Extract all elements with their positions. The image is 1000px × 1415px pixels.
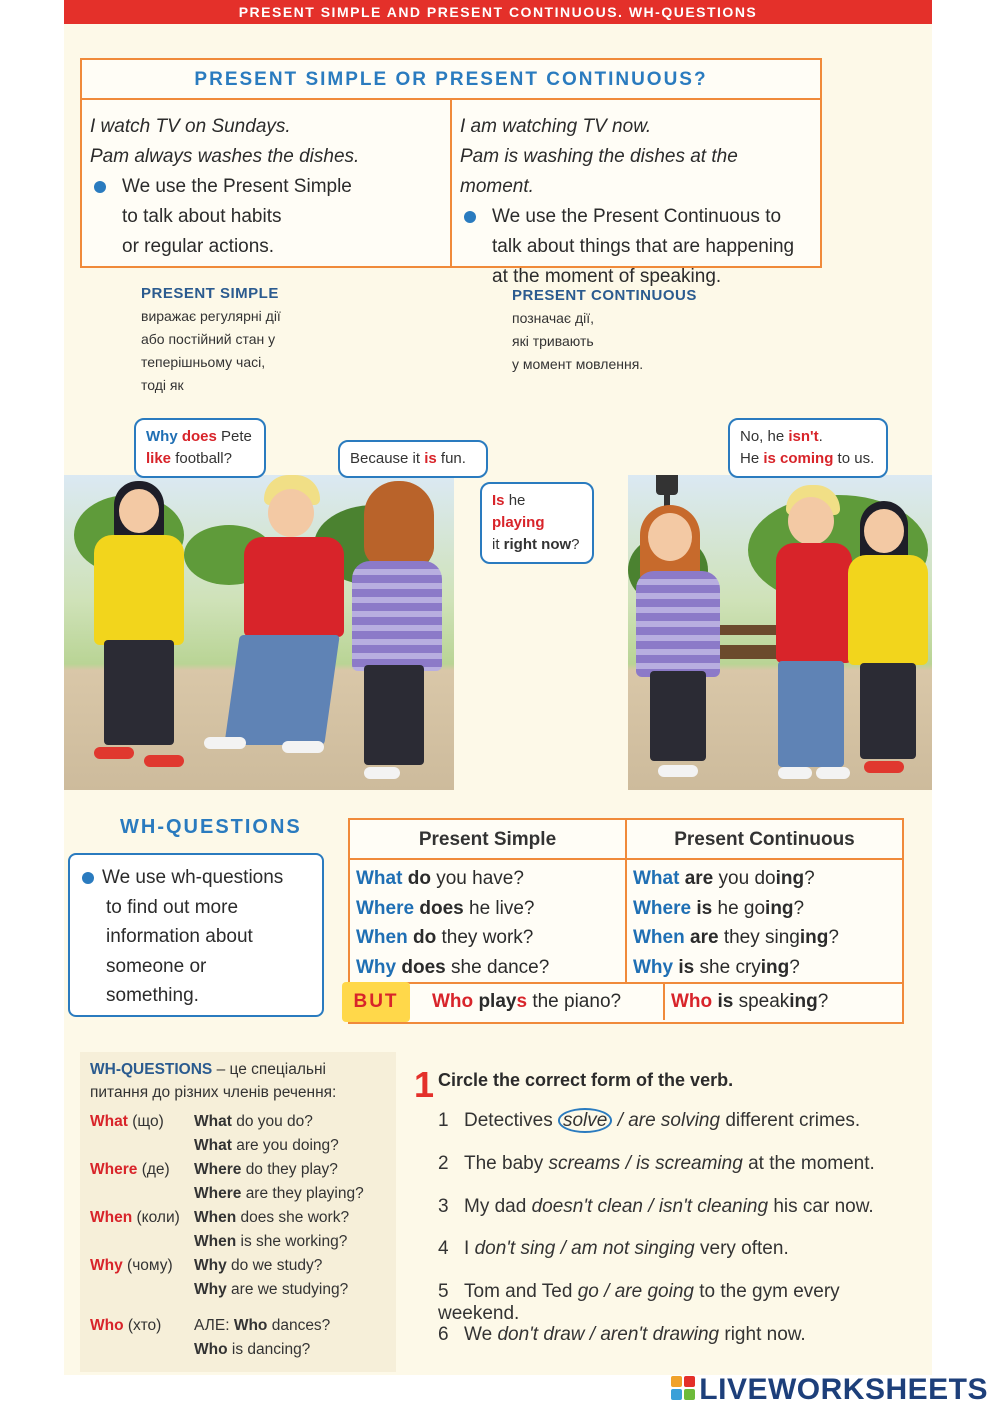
but-row-simple: BUT Who plays the piano? — [350, 984, 663, 1020]
wh-questions-table — [348, 818, 904, 1024]
table-row: Why does she dance? — [356, 956, 550, 978]
bullet-icon — [94, 181, 106, 193]
logo-icon — [671, 1376, 697, 1402]
exercise-item: 2 The baby screams / is screaming at the moment. — [438, 1153, 875, 1174]
wh-questions-rule-box: We use wh-questions to find out more information about someone or something. — [68, 853, 324, 1017]
simple-vs-continuous-box — [80, 58, 822, 287]
uk-note-present-continuous: PRESENT CONTINUOUS позначає дії, які тривають у момент мовлення. — [512, 287, 697, 372]
exercise-instruction: Circle the correct form of the verb. — [438, 1070, 734, 1090]
answer-option[interactable]: isn't cleaning — [658, 1196, 769, 1217]
rule-text: We use the Present Simple to talk about habits or regular actions. — [122, 176, 352, 257]
bullet-icon — [464, 211, 476, 223]
speech-bubble-question: Why does Pete like football? — [134, 418, 266, 478]
exercise-item: 5 Tom and Ted go / are going to the gym every weekend. — [438, 1281, 840, 1324]
park-illustration-left — [64, 475, 454, 790]
rule-text: We use the Present Continuous to talk about things that are happening at the moment of speaking. — [492, 206, 795, 287]
present-continuous-column — [450, 100, 820, 287]
list-item: When (коли) When does she work? When is she working? — [90, 1209, 350, 1250]
list-item: Who (хто) АЛЕ: Who dances? Who is dancing? — [90, 1317, 331, 1358]
list-item: Why (чому) Why do we study? Why are we studying? — [90, 1257, 349, 1298]
example-sentence: I am watching TV now. — [460, 116, 652, 137]
list-item: What (що) What do you do? What are you doing? — [90, 1113, 339, 1154]
table-row: Why is she crying? — [633, 956, 800, 978]
list-item: Where (де) Where do they play? Where are they playing? — [90, 1161, 364, 1202]
answer-option[interactable]: screams — [548, 1153, 621, 1174]
answer-option[interactable]: doesn't clean — [531, 1196, 643, 1217]
wh-questions-title: WH-QUESTIONS — [120, 816, 302, 838]
uk-note-present-simple: PRESENT SIMPLE виражає регулярні дії або постійний стан у теперішньому часі, тоді як — [141, 285, 281, 393]
answer-option[interactable]: is screaming — [636, 1153, 743, 1174]
park-illustration-right — [628, 475, 932, 790]
present-continuous-examples — [625, 860, 902, 982]
table-row: Where does he live? — [356, 897, 535, 919]
column-header: Present Continuous — [625, 820, 902, 858]
example-sentence: Pam always washes the dishes. — [90, 146, 360, 167]
but-badge: BUT — [342, 982, 410, 1022]
answer-option[interactable]: am not singing — [571, 1238, 695, 1259]
present-simple-column — [82, 100, 450, 266]
answer-option-selected[interactable]: solve — [558, 1108, 612, 1133]
speech-bubble-answer: Because it is fun. — [338, 440, 488, 478]
answer-option[interactable]: don't sing — [474, 1238, 556, 1259]
example-sentence: Pam is washing the dishes at the moment. — [460, 146, 738, 197]
table-row: What do you have? — [356, 868, 524, 889]
answer-option[interactable]: go — [577, 1281, 599, 1302]
table-row: When are they singing? — [633, 927, 839, 948]
example-sentence: I watch TV on Sundays. — [90, 116, 291, 137]
table-row: What are you doing? — [633, 868, 815, 889]
speech-bubble-answer: No, he isn't. He is coming to us. — [728, 418, 888, 478]
table-row: Where is he going? — [633, 897, 805, 919]
bullet-icon — [82, 872, 94, 884]
speech-bubble-question: Is he playing it right now? — [480, 482, 594, 564]
exercise-item: 4 I don't sing / am not singing very often. — [438, 1238, 789, 1259]
liveworksheets-logo: LIVEWORKSHEETS — [671, 1373, 988, 1407]
exercise-item: 1 Detectives solve / are solving different crimes. — [438, 1110, 861, 1131]
answer-option[interactable]: aren't drawing — [600, 1324, 720, 1345]
exercise-number: 1 — [414, 1064, 435, 1105]
box-title: PRESENT SIMPLE OR PRESENT CONTINUOUS? — [82, 60, 820, 100]
column-header: Present Simple — [418, 829, 557, 850]
page-banner: PRESENT SIMPLE AND PRESENT CONTINUOUS. WH-QUESTIONS — [64, 0, 932, 24]
answer-option[interactable]: are solving — [628, 1110, 721, 1131]
answer-option[interactable]: don't draw — [497, 1324, 585, 1345]
present-simple-examples — [350, 860, 625, 982]
exercise-item: 6 We don't draw / aren't drawing right now. — [438, 1324, 806, 1345]
but-row-continuous: Who is speaking? — [663, 984, 902, 1020]
table-row: When do they work? — [356, 927, 534, 948]
exercise-item: 3 My dad doesn't clean / isn't cleaning his car now. — [438, 1196, 874, 1217]
wh-questions-ukrainian-note: WH-QUESTIONS – це спеціальні питання до різних членів речення: What (що) What do you do? What are you doing? Where (де) Where do they play? Where are they playing? When (коли) When does she work? When is she working? Why (чому) Why do we study? Why are we studying? Who (хто) АЛЕ: Who dances? Who is dancing? — [80, 1052, 396, 1372]
answer-option[interactable]: are going — [614, 1281, 694, 1302]
